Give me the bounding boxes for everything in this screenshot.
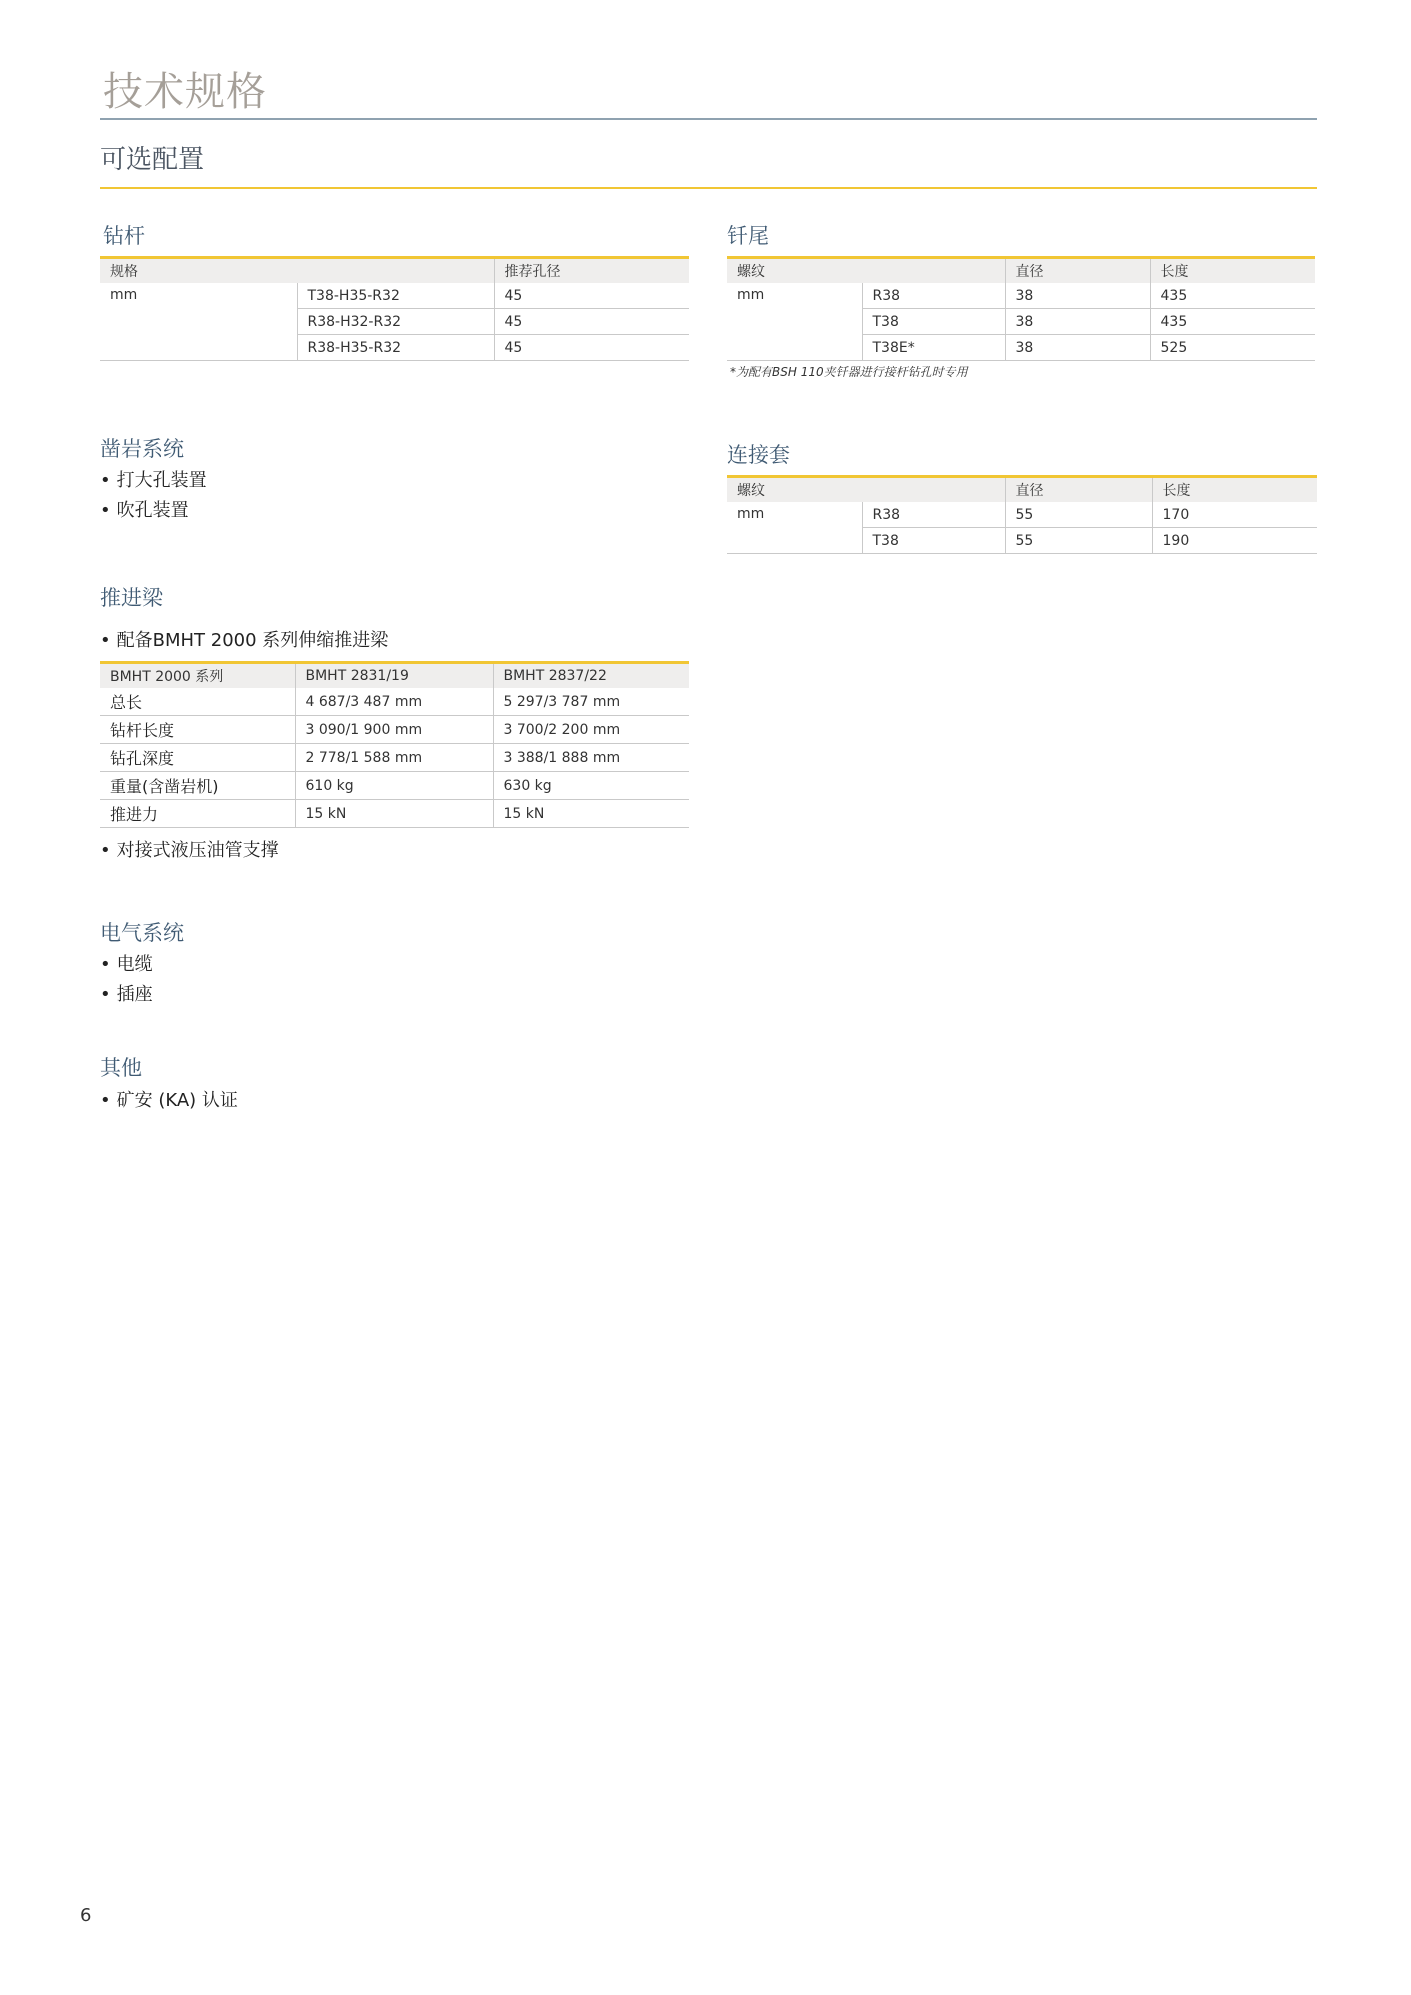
value-b: 3 388/1 888 mm [493, 744, 689, 772]
list-item: • 矿安 (KA) 认证 [100, 1086, 238, 1116]
shank-heading: 钎尾 [727, 224, 769, 248]
length: 170 [1152, 502, 1317, 528]
section-title: 可选配置 [100, 145, 205, 175]
table-row [100, 772, 689, 800]
table-row [727, 502, 1317, 528]
table-header-row [100, 663, 689, 689]
thread: T38 [862, 309, 1005, 335]
table-header-row [727, 477, 1317, 503]
header-diameter: 直径 [1005, 258, 1150, 284]
electrical-heading: 电气系统 [100, 921, 184, 945]
value-a: 610 kg [295, 772, 493, 800]
table-row [100, 744, 689, 772]
thread: T38 [862, 528, 1005, 554]
thread: R38 [862, 502, 1005, 528]
header-thread: 螺纹 [737, 264, 765, 280]
value-b: 15 kN [493, 800, 689, 828]
value-a: 3 090/1 900 mm [295, 716, 493, 744]
drill-rod-table [100, 256, 689, 361]
table-row [100, 283, 689, 309]
row-label: 推进力 [110, 805, 159, 824]
rod-hole: 45 [494, 283, 689, 309]
shank-table [727, 256, 1315, 361]
header-thread: 螺纹 [737, 483, 765, 499]
list-item: • 配备BMHT 2000 系列伸缩推进梁 [100, 626, 388, 656]
table-row [727, 283, 1315, 309]
row-label: 总长 [110, 693, 143, 712]
rod-spec: T38-H35-R32 [297, 283, 494, 309]
table-header-row [100, 258, 689, 284]
value-b: 630 kg [493, 772, 689, 800]
rod-hole: 45 [494, 335, 689, 361]
list-item: • 插座 [100, 980, 153, 1010]
diameter: 38 [1005, 283, 1150, 309]
feed-heading: 推进梁 [100, 586, 163, 610]
feed-table [100, 661, 689, 828]
length: 435 [1150, 309, 1315, 335]
table-row [100, 688, 689, 716]
header-model-b: BMHT 2837/22 [493, 663, 689, 689]
unit-cell: mm [100, 283, 297, 361]
header-hole-diameter: 推荐孔径 [494, 258, 689, 284]
row-label: 重量(含凿岩机) [110, 777, 219, 796]
thread: T38E* [862, 335, 1005, 361]
row-label: 钻孔深度 [110, 749, 175, 768]
coupling-heading: 连接套 [727, 443, 790, 467]
value-b: 3 700/2 200 mm [493, 716, 689, 744]
section-divider [100, 187, 1317, 189]
list-item: • 打大孔装置 [100, 466, 207, 496]
header-model-a: BMHT 2831/19 [295, 663, 493, 689]
value-b: 5 297/3 787 mm [493, 688, 689, 716]
length: 435 [1150, 283, 1315, 309]
other-heading: 其他 [100, 1056, 142, 1080]
value-a: 2 778/1 588 mm [295, 744, 493, 772]
list-item: • 对接式液压油管支撑 [100, 836, 279, 866]
diameter: 55 [1005, 528, 1152, 554]
list-item: • 电缆 [100, 950, 153, 980]
table-header-row [727, 258, 1315, 284]
length: 525 [1150, 335, 1315, 361]
table-row [100, 800, 689, 828]
page-number: 6 [80, 1905, 92, 1926]
value-a: 15 kN [295, 800, 493, 828]
rod-hole: 45 [494, 309, 689, 335]
page-title: 技术规格 [103, 69, 267, 115]
thread: R38 [862, 283, 1005, 309]
diameter: 55 [1005, 502, 1152, 528]
header-length: 长度 [1152, 477, 1317, 503]
diameter: 38 [1005, 309, 1150, 335]
value-a: 4 687/3 487 mm [295, 688, 493, 716]
coupling-table [727, 475, 1317, 554]
shank-footnote: *为配有BSH 110夹钎器进行接杆钻孔时专用 [730, 365, 968, 379]
list-item: • 吹孔装置 [100, 496, 189, 526]
rod-spec: R38-H32-R32 [297, 309, 494, 335]
rock-drill-system-heading: 凿岩系统 [100, 437, 184, 461]
unit-cell: mm [727, 283, 862, 361]
header-series: BMHT 2000 系列 [110, 669, 224, 685]
row-label: 钻杆长度 [110, 721, 175, 740]
title-divider [100, 118, 1317, 120]
drill-rod-heading: 钻杆 [103, 224, 145, 248]
length: 190 [1152, 528, 1317, 554]
unit-cell: mm [727, 502, 862, 554]
table-row [100, 716, 689, 744]
header-length: 长度 [1150, 258, 1315, 284]
rod-spec: R38-H35-R32 [297, 335, 494, 361]
header-spec: 规格 [110, 264, 138, 280]
header-diameter: 直径 [1005, 477, 1152, 503]
diameter: 38 [1005, 335, 1150, 361]
